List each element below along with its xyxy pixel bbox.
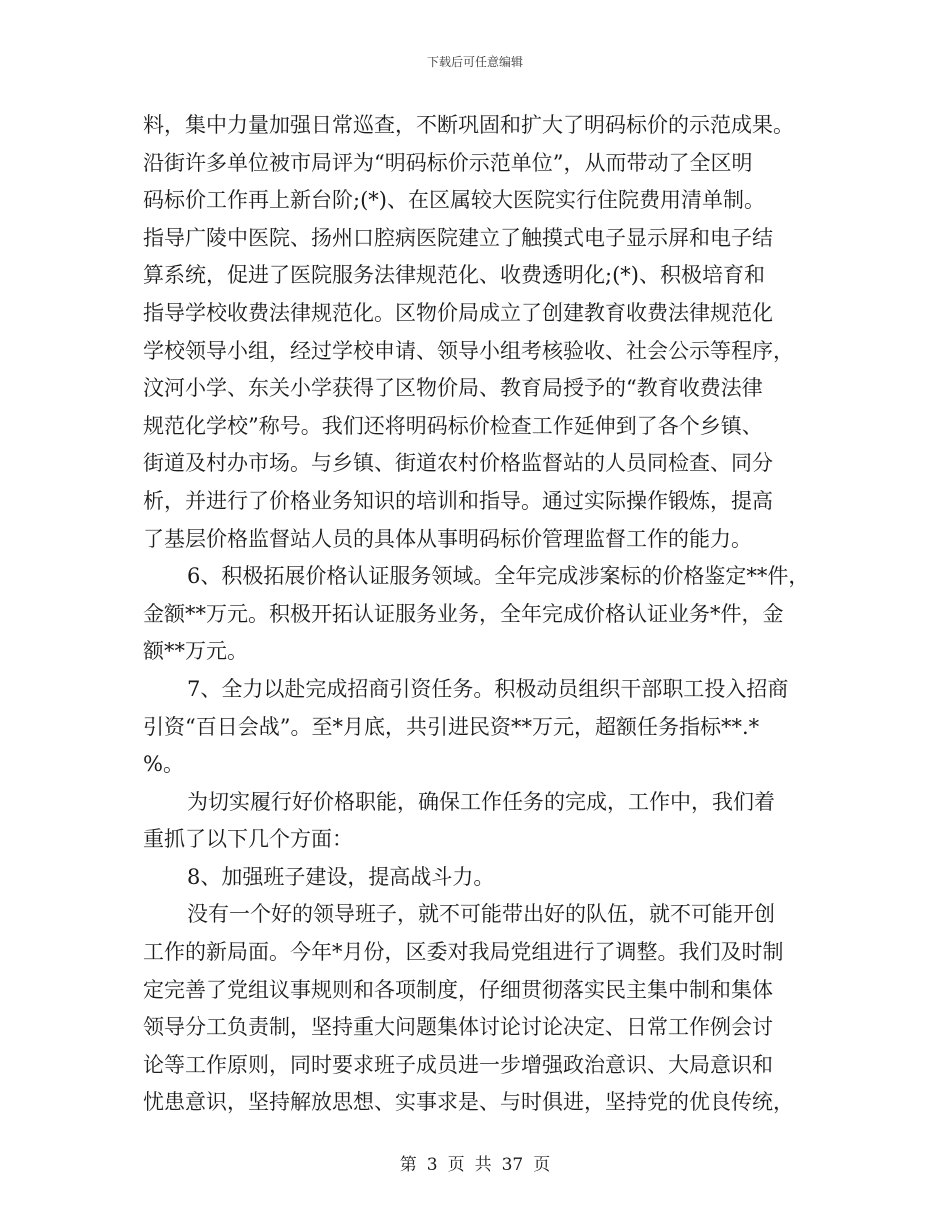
- body-text-line: 领导分工负责制，坚持重大问题集体讨论讨论决定、日常工作例会讨: [143, 1015, 773, 1040]
- footer-total-label: 共: [474, 1155, 492, 1175]
- body-text-line: 码标价工作再上新台阶;(*)、在区属较大医院实行住院费用清单制。: [143, 188, 765, 213]
- body-text-line: 没有一个好的领导班子，就不可能带出好的队伍，就不可能开创: [187, 902, 775, 927]
- body-text-line: 指导学校收费法律规范化。区物价局成立了创建教育收费法律规范化: [143, 300, 773, 325]
- body-text-line: 为切实履行好价格职能，确保工作任务的完成，工作中，我们着: [187, 789, 775, 814]
- body-text-line: 学校领导小组，经过学校申请、领导小组考核验收、社会公示等程序，: [143, 338, 794, 363]
- body-text-line: %。: [143, 752, 184, 777]
- header-note: 下载后可任意编辑: [426, 55, 523, 69]
- footer-total-unit: 页: [533, 1155, 551, 1175]
- body-text-line: 指导广陵中医院、扬州口腔病医院建立了触摸式电子显示屏和电子结: [143, 225, 773, 250]
- body-text-line: 额**万元。: [143, 639, 248, 664]
- body-text-line: 6、积极拓展价格认证服务领域。全年完成涉案标的价格鉴定**件，: [187, 564, 810, 589]
- footer-page-unit: 页: [447, 1155, 465, 1175]
- footer-total-pages: 37: [501, 1155, 524, 1175]
- body-text-line: 重抓了以下几个方面：: [143, 827, 353, 852]
- body-text-line: 规范化学校”称号。我们还将明码标价检查工作延伸到了各个乡镇、: [143, 413, 763, 438]
- body-text-line: 论等工作原则，同时要求班子成员进一步增强政治意识、大局意识和: [143, 1052, 773, 1077]
- body-text-line: 析，并进行了价格业务知识的培训和指导。通过实际操作锻炼，提高: [143, 488, 773, 513]
- body-text-line: 算系统，促进了医院服务法律规范化、收费透明化;(*)、积极培育和: [143, 263, 765, 288]
- footer-page-number: 3: [426, 1155, 438, 1175]
- body-text-line: 沿街许多单位被市局评为“明码标价示范单位”，从而带动了全区明: [143, 150, 753, 175]
- body-text-line: 了基层价格监督站人员的具体从事明码标价管理监督工作的能力。: [143, 526, 752, 551]
- document-body: [143, 107, 811, 1122]
- body-text-line: 工作的新局面。今年*月份，区委对我局党组进行了调整。我们及时制: [143, 940, 784, 965]
- body-text-line: 引资“百日会战”。至*月底，共引进民资**万元，超额任务指标**.*: [143, 714, 760, 739]
- body-text-line: 金额**万元。积极开拓认证服务业务，全年完成价格认证业务*件，金: [143, 601, 784, 626]
- body-text-line: 7、全力以赴完成招商引资任务。积极动员组织干部职工投入招商: [187, 676, 789, 701]
- footer-prefix: 第: [399, 1155, 417, 1175]
- body-text-line: 料，集中力量加强日常巡查，不断巩固和扩大了明码标价的示范成果。: [143, 113, 794, 137]
- body-text-line: 忧患意识，坚持解放思想、实事求是、与时俱进，坚持党的优良传统，: [143, 1090, 794, 1115]
- body-text-line: 街道及村办市场。与乡镇、街道农村价格监督站的人员同检查、同分: [143, 451, 773, 476]
- body-text-line: 汶河小学、东关小学获得了区物价局、教育局授予的“教育收费法律: [143, 376, 763, 401]
- body-text-line: 定完善了党组议事规则和各项制度，仔细贯彻落实民主集中制和集体: [143, 977, 773, 1002]
- body-text-line: 8、加强班子建设，提高战斗力。: [187, 864, 495, 889]
- page-header: [0, 54, 950, 70]
- page-footer: [0, 1154, 950, 1176]
